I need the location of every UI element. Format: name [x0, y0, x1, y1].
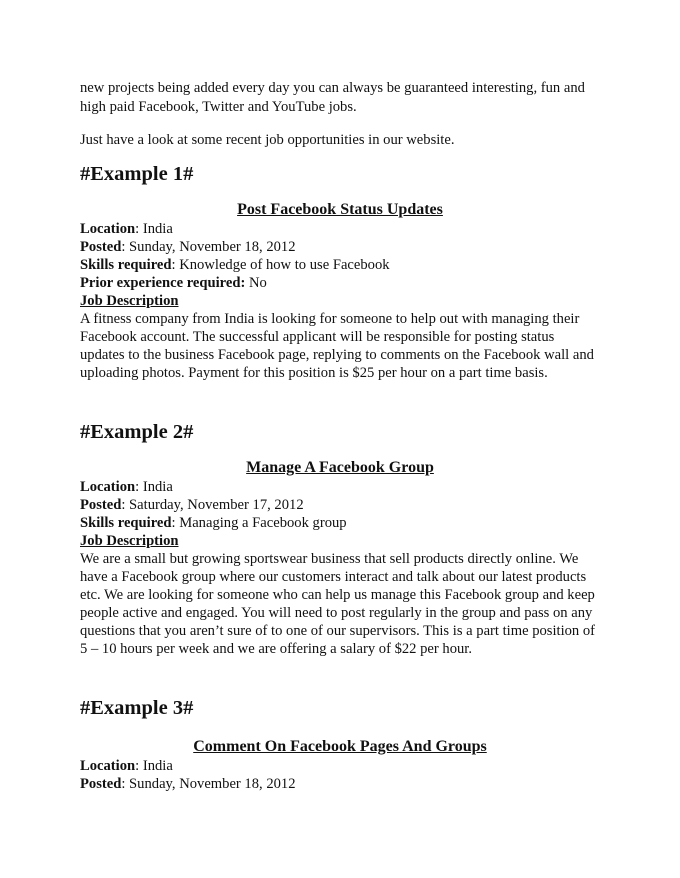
posted-field	[80, 775, 296, 793]
posted-label: Posted	[80, 497, 122, 513]
experience-label: Prior experience required:	[80, 275, 246, 291]
job-description: A fitness company from India is looking for someone to help out with managing their Facebook account. The successful applicant will be responsible for posting status updates to the business Facebook page, replying to comments on the Facebook wall and uploading photos. Payment for this position is $25 per hour on a part time basis.	[80, 311, 594, 381]
example-heading: #Example 3#	[80, 697, 194, 719]
experience-field	[80, 274, 267, 292]
skills-value: : Knowledge of how to use Facebook	[171, 257, 390, 273]
intro-paragraph: new projects being added every day you can always be guaranteed interesting, fun and high paid Facebook, Twitter and YouTube jobs.	[80, 80, 585, 115]
posted-field	[80, 238, 296, 256]
intro-paragraph: Just have a look at some recent job opportunities in our website.	[80, 132, 455, 148]
job-title: Comment On Facebook Pages And Groups	[193, 738, 487, 755]
skills-label: Skills required	[80, 257, 172, 273]
job-description-heading: Job Description	[80, 293, 179, 309]
location-field	[80, 757, 173, 775]
location-value: : India	[135, 758, 173, 774]
job-description-heading: Job Description	[80, 533, 179, 549]
location-label: Location	[80, 758, 136, 774]
posted-value: : Sunday, November 18, 2012	[121, 239, 296, 255]
example-heading: #Example 1#	[80, 163, 194, 185]
location-field	[80, 478, 173, 496]
skills-value: : Managing a Facebook group	[171, 515, 347, 531]
posted-value: : Saturday, November 17, 2012	[121, 497, 304, 513]
posted-label: Posted	[80, 776, 122, 792]
example-heading: #Example 2#	[80, 421, 194, 443]
job-title: Manage A Facebook Group	[246, 459, 434, 476]
location-value: : India	[135, 479, 173, 495]
location-label: Location	[80, 221, 136, 237]
location-label: Location	[80, 479, 136, 495]
job-title: Post Facebook Status Updates	[237, 201, 443, 218]
job-description: We are a small but growing sportswear business that sell products directly online. We have a Facebook group where our customers interact and talk about our latest products etc. We are looking for someone who can help us manage this Facebook group and keep people active and engaged. You will need to post regularly in the group and pass on any questions that you aren’t sure of to one of our supervisors. This is a part time position of 5 – 10 hours per week and we are offering a salary of $22 per hour.	[80, 551, 596, 657]
posted-field	[80, 496, 304, 514]
location-field	[80, 220, 173, 238]
experience-value: No	[245, 275, 267, 291]
skills-label: Skills required	[80, 515, 172, 531]
posted-value: : Sunday, November 18, 2012	[121, 776, 296, 792]
skills-field	[80, 514, 347, 532]
posted-label: Posted	[80, 239, 122, 255]
location-value: : India	[135, 221, 173, 237]
skills-field	[80, 256, 390, 274]
